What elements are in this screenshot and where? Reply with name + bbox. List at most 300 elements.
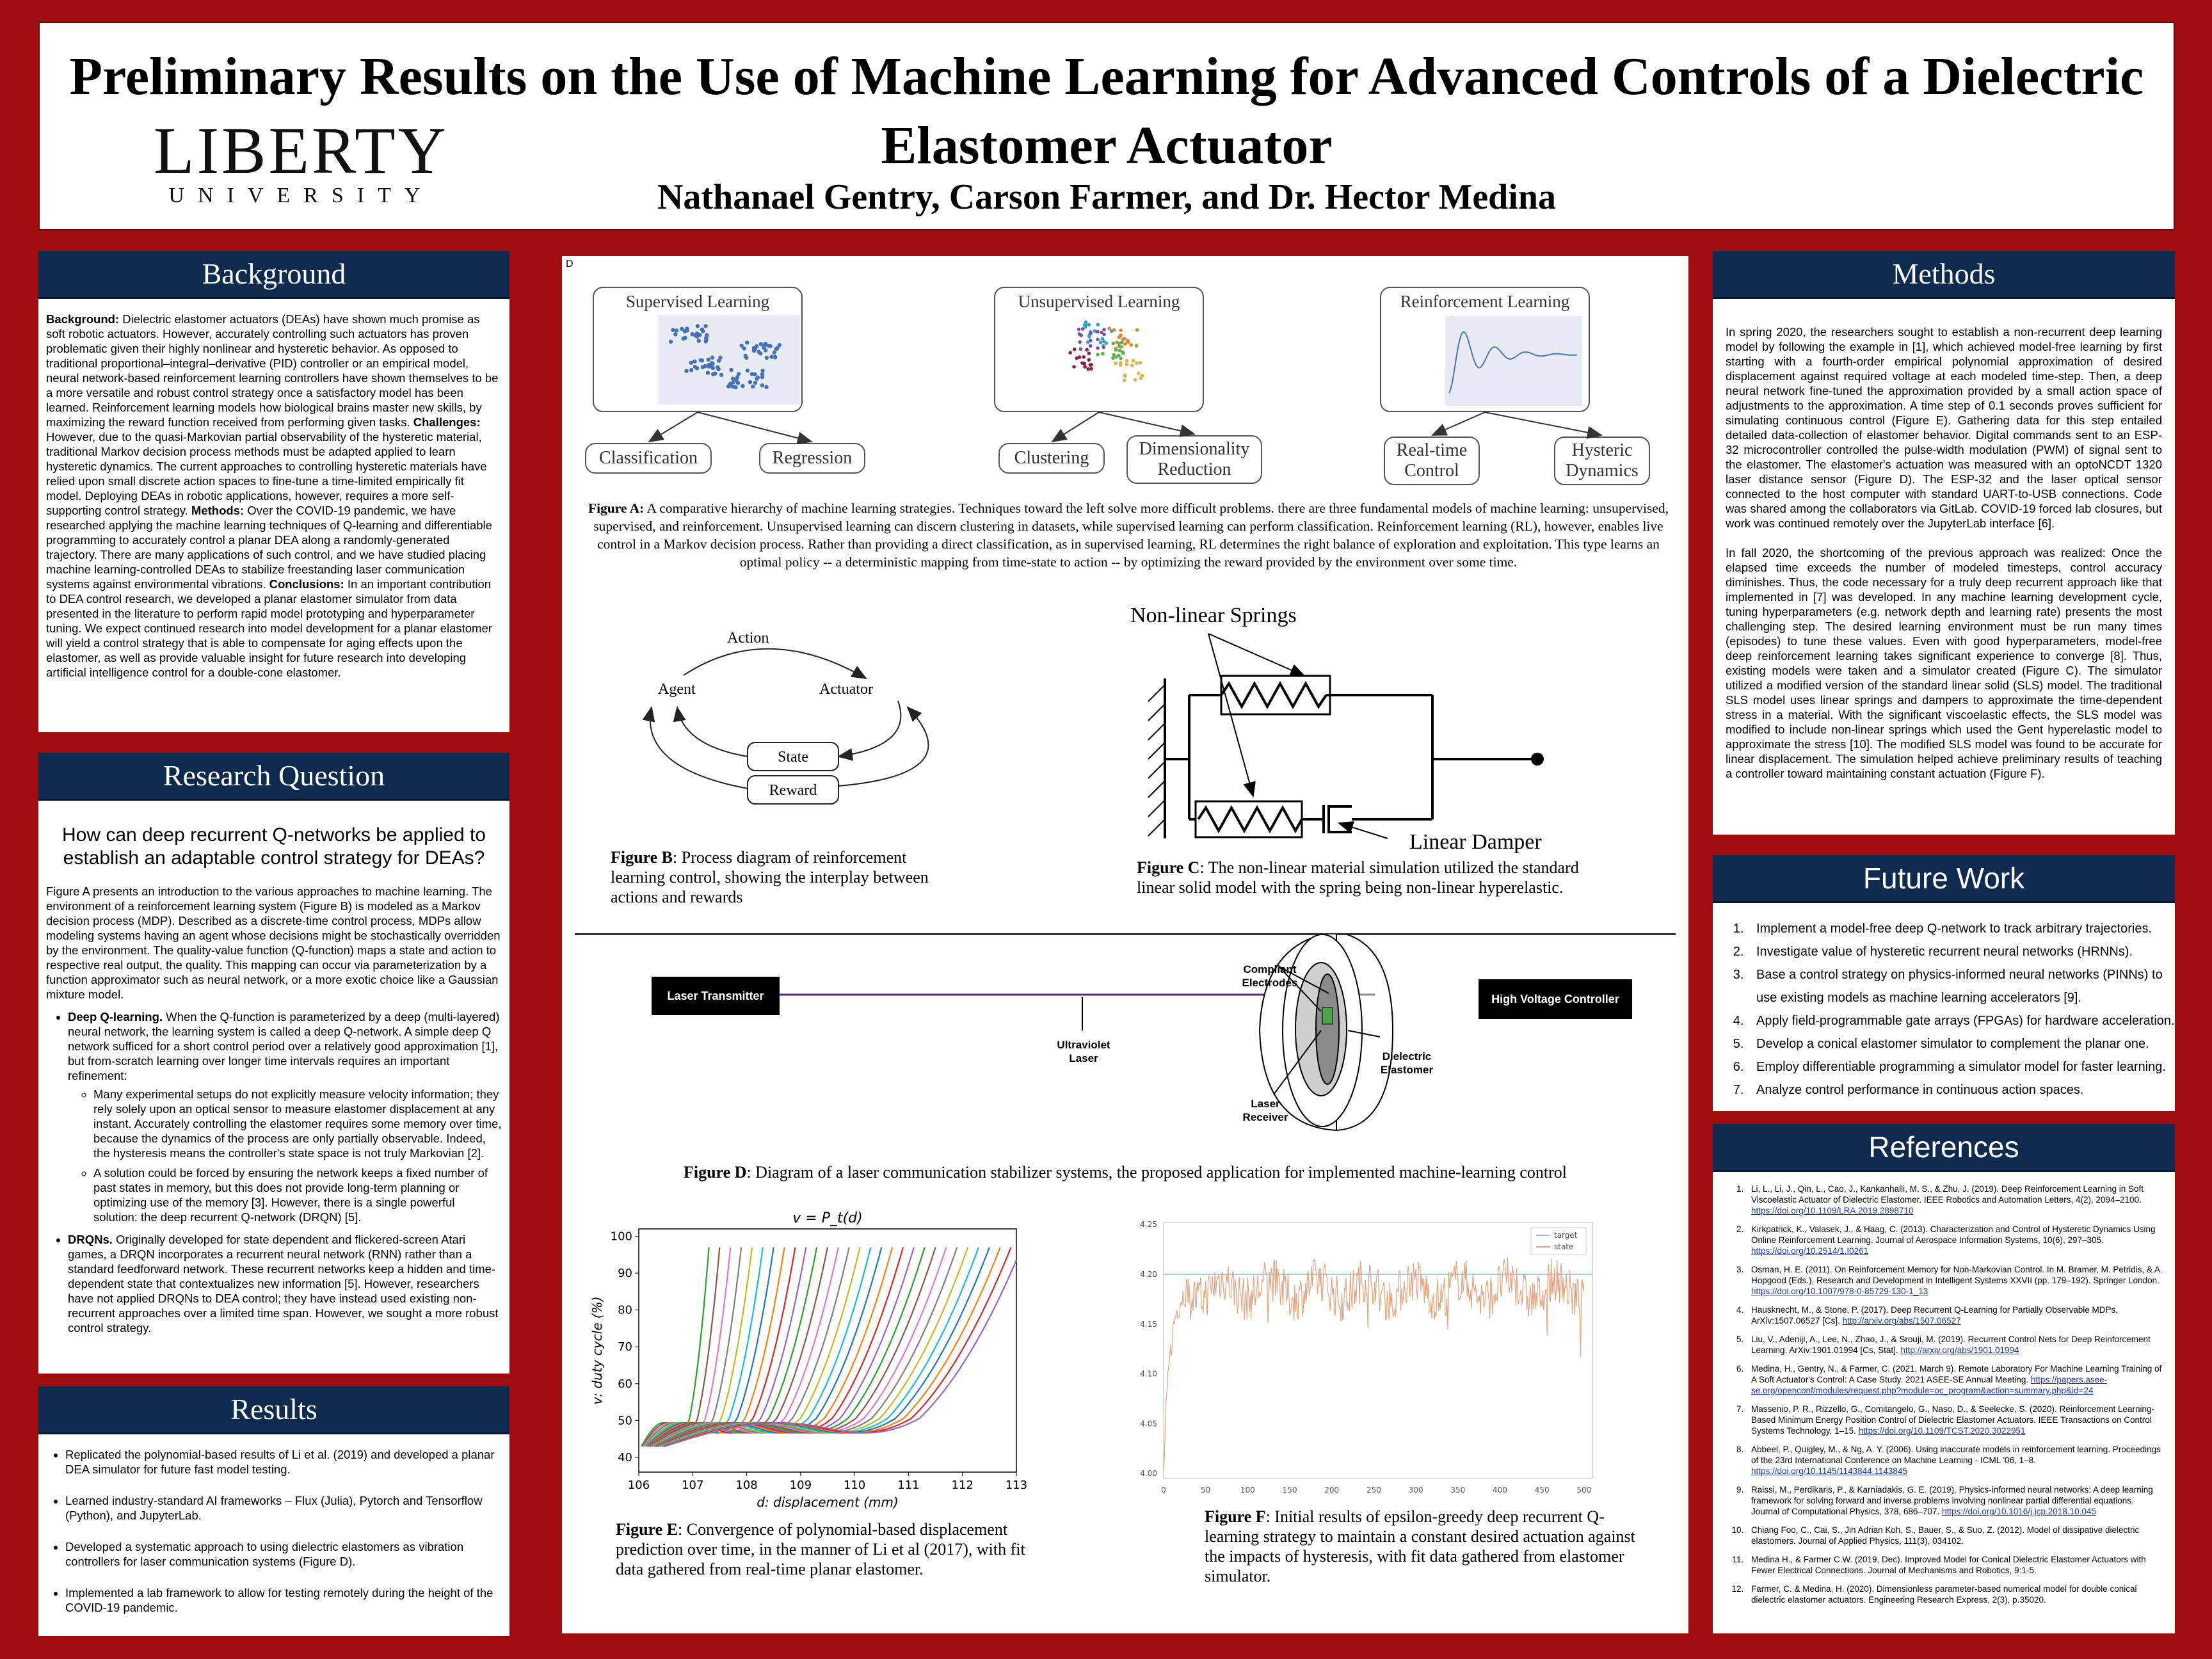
unsupervised-learning-box (994, 287, 1204, 412)
reinforcement-title: Reinforcement Learning (1400, 292, 1570, 311)
reference-link[interactable]: https://doi.org/10.1016/j.jcp.2018.10.045 (1941, 1507, 2096, 1516)
reference-text: Medina, H., Gentry, N., & Farmer, C. (2021, March 9). Remote Laboratory For Machine Learning Training of A Soft Actuator's Control: A Case Study. 2021 ASEE-SE Annual Meeting. (1751, 1364, 2162, 1384)
cluster-dot (1134, 378, 1137, 382)
fig-c-lead: Figure C (1137, 858, 1200, 877)
fig-d-text: : Diagram of a laser communication stabilizer systems, the proposed application for implemented machine-learning control (746, 1163, 1567, 1182)
scatter-dot (732, 380, 735, 384)
scatter-dot (693, 359, 696, 363)
scatter-dot (716, 367, 720, 371)
chart-e-xtick-label: 113 (1005, 1479, 1028, 1492)
scatter-dot (752, 346, 756, 350)
reference-item (1746, 1264, 2163, 1297)
cluster-dot (1121, 337, 1125, 341)
figure-f-chart (1112, 1210, 1663, 1517)
cluster-dot (1102, 328, 1106, 332)
cluster-dot (1089, 339, 1093, 342)
chart-e-xlabel: d: displacement (mm) (757, 1495, 899, 1510)
cluster-dot (1130, 364, 1134, 367)
chart-e-xtick-label: 107 (682, 1479, 704, 1492)
cluster-dot (1080, 361, 1084, 365)
reinforcement-response-image (1445, 316, 1582, 406)
fig-f-lead: Figure F (1205, 1507, 1266, 1526)
scatter-dot (719, 373, 723, 377)
reference-link[interactable]: http://arxiv.org/abs/1901.01994 (1900, 1345, 2019, 1355)
cluster-dot (1087, 358, 1091, 362)
future-work-item-5: 5. Develop a conical elastomer simulator to complement the planar one. (1747, 1032, 2175, 1055)
future-work-panel (1713, 855, 2175, 1111)
cluster-dot (1119, 328, 1123, 332)
bg-lead-conclusions: Conclusions: (269, 577, 344, 591)
references-heading: References (1713, 1124, 2175, 1172)
supervised-scatter-image (658, 315, 800, 405)
cluster-dot (1111, 342, 1115, 346)
reference-text: Medina H., & Farmer C.W. (2019, Dec). Improved Model for Conical Dielectric Elastomer Actuators with Fewer Electrical Connections. Journal of Mechanisms and Robotics, 9:1-5. (1751, 1555, 2146, 1575)
chart-f-ytick-label: 4.00 (1140, 1469, 1157, 1479)
chart-f-legend-state: state (1554, 1242, 1574, 1251)
bg-lead-challenges: Challenges: (413, 415, 481, 429)
scatter-dot (689, 361, 693, 365)
cluster-dot (1088, 363, 1092, 367)
results-item-2: • Learned industry-standard AI frameworks – Flux (Julia), Pytorch and Tensorflow (Python), and JupyterLab. (65, 1493, 502, 1523)
fig-b-actuator: Actuator (819, 681, 873, 698)
bg-lead-methods: Methods: (191, 504, 244, 517)
reference-item (1746, 1363, 2163, 1396)
supervised-learning-box (593, 287, 803, 412)
scatter-dot (705, 333, 709, 337)
methods-panel (1713, 251, 2175, 835)
cluster-dot (1084, 321, 1088, 325)
cluster-dot (1137, 371, 1141, 375)
results-panel (38, 1386, 509, 1636)
scatter-dot (693, 365, 697, 369)
research-question-body (38, 801, 509, 1349)
cluster-dot (1139, 361, 1142, 365)
scatter-dot (718, 356, 722, 360)
scatter-dot (768, 344, 772, 348)
chart-f-ytick-label: 4.05 (1140, 1419, 1157, 1429)
reference-item (1746, 1484, 2163, 1517)
reference-text: Osman, H. E. (2011). On Reinforcement Memory for Non-Markovian Control. In M. Bramer, M. Petridis, & A. Hopgood (Eds.), Research and Development in Intelligent Systems XXVII (pp. 179–192). Springer London. (1751, 1265, 2163, 1285)
scatter-dot (671, 328, 675, 332)
results-item-4: • Implemented a lab framework to allow for testing remotely during the height of the COVID-19 pandemic. (65, 1585, 502, 1615)
scatter-dot (707, 358, 710, 362)
fig-f-text: : Initial results of epsilon-greedy deep recurrent Q-learning strategy to maintain a constant desired actuation against the impacts of hysteresis, with fit data gathered from elastomer simulator. (1205, 1507, 1635, 1585)
reference-item (1746, 1554, 2163, 1576)
cluster-dot (1118, 349, 1121, 353)
scatter-dot (729, 368, 733, 372)
cluster-dot (1123, 379, 1126, 383)
cluster-dot (1068, 351, 1072, 355)
reference-link[interactable]: https://doi.org/10.2514/1.I0261 (1751, 1246, 1869, 1256)
reference-text: Abbeel, P., Quigley, M., & Ng, A. Y. (2006). Using inaccurate models in reinforcement learning. Proceedings of the 23rd International Conference on Machine Learning - ICML '06, 1–8. (1751, 1445, 2161, 1465)
methods-p1: In spring 2020, the researchers sought to establish a non-recurrent deep learning model by following the example in [1], which achieved model-free learning by first starting with a fourth-order empirical polynomial approximation of desired displacement against required voltage at each modeled time-step. Then, a deep neural network fine-tuned the approximation provided by a small action space of adjustments to the approximation. A time step of 0.1 seconds proves sufficient for simulating continuous control (Figure E). Gathering data for this step entailed detailed data-collection of elastomer behavior. Digital commands sent to an ESP-32 microcontroller controlled the pulse-width modulation (PWM) of signal sent to the elastomer. The elastomer's actuation was measured with an optoNCDT 1320 laser distance sensor (Figure D). The ESP-32 and the laser optical sensor connected to the host computer with standard UART-to-USB connections. Code was shared among the collaborators via GitLab. COVID-19 forced lab closures, but work was continued remotely over the JupyterLab interface [6]. (1726, 325, 2162, 530)
reference-text: Massenio, P. R., Rizzello, G., Comitangelo, G., Naso, D., & Seelecke, S. (2020). Reinforcement Learning-Based Minimum Energy Position Control of Dielectric Elastomer Actuators. IEEE Transactions on Control Systems Technology, 1–15. (1751, 1404, 2155, 1436)
logo-line1: LIBERTY (154, 114, 449, 188)
cluster-dot (1125, 363, 1129, 367)
figure-c-diagram (1112, 621, 1637, 864)
results-item-3: • Developed a systematic approach to using dielectric elastomers as vibration controllers for laser communication systems (Figure D). (65, 1539, 502, 1569)
reinforcement-learning-box (1380, 287, 1590, 412)
chart-e-title: v = P_t(d) (792, 1210, 863, 1226)
fig-d-receiver-label: Laser Receiver (1242, 1098, 1288, 1123)
chart-e-ytick-label: 50 (618, 1414, 632, 1428)
bg-text1: Dielectric elastomer actuators (DEAs) have shown much promise as soft robotic actuators. However, accurately controlling such actuators has proven problematic given their highly nonlinear and hysteretic behavior. As opposed to traditional proportional–integral–derivative (PID) controller or an empirical model, neural network-based reinforcement learning controllers have shown themselves to be a more versatile and robust control strategy once a satisfactory model has been learned. Reinforcement learning models how biological brains master new skills, by maximizing the reward function received from performing given tasks. (46, 312, 499, 429)
scatter-dot (765, 356, 769, 360)
results-item-1: • Replicated the polynomial-based results of Li et al. (2019) and developed a planar DEA simulator for future fast model testing. (65, 1447, 502, 1477)
cluster-dot (1101, 352, 1105, 356)
scatter-dot (701, 329, 705, 333)
rq-dql-text: When the Q-function is parameterized by a deep (multi-layered) neural network, the learning system is called a deep Q-network. A simple deep Q network sufficed for a short control period over a relatively good approximation [1], but from-scratch learning over longer time intervals requires an important refinement: (68, 1010, 500, 1082)
chart-e-ytick-label: 100 (610, 1230, 632, 1244)
reference-item (1746, 1334, 2163, 1356)
cluster-dot (1117, 354, 1121, 358)
fig-e-text: : Convergence of polynomial-based displacement prediction over time, in the manner of Li et al (2017), with fit data gathered from real-time planar elastomer. (616, 1520, 1025, 1578)
scatter-dot (707, 363, 710, 367)
cluster-dot (1119, 357, 1123, 360)
future-work-body (1713, 903, 2175, 1102)
chart-e-xtick-label: 108 (735, 1479, 758, 1492)
cluster-dot (1087, 351, 1091, 355)
fig-d-electrodes-label: Compliant Electrodes (1242, 963, 1298, 989)
reference-link[interactable]: https://doi.org/10.1109/TCST.2020.3022951 (1858, 1426, 2026, 1436)
future-work-item-3: 3. Base a control strategy on physics-informed neural networks (PINNs) to use existing models as machine learning accelerators [9]. (1747, 963, 2175, 1009)
cluster-dot (1096, 353, 1100, 357)
corner-label: D (566, 259, 573, 269)
chart-e-xtick-label: 110 (843, 1479, 866, 1492)
scatter-dot (760, 375, 764, 379)
cluster-dot (1135, 328, 1139, 332)
fig-d-lead: Figure D (684, 1163, 747, 1182)
references-panel (1713, 1124, 2175, 1633)
bg-text4: In an important contribution to DEA control research, we developed a planar elastomer simulator from data presented in the literature to perform rapid model prototyping and hyperparameter tuning. We expect continued research into model development for a planar elastomer will yield a control strategy that is able to compensate for aging effects upon the elastomer, as well as provide valuable insight for future research into developing artificial intelligence control for a double-cone elastomer. (46, 577, 492, 679)
future-work-heading: Future Work (1713, 855, 2175, 903)
bg-text2: However, due to the quasi-Markovian partial observability of the hysteretic material, traditional Markov decision process methods must be adapted applied to learn hysteretic dynamics. The current approaches to controlling hysteretic materials have relied upon small discrete action spaces to fine-tune a time-limited empirically fit model. Deploying DEAs in robotic applications, however, requires a more self-supporting control strategy. (46, 430, 487, 517)
scatter-dot (703, 324, 707, 328)
scatter-dot (684, 369, 688, 373)
cluster-dot (1101, 337, 1105, 341)
scatter-dot (710, 362, 714, 365)
scatter-dot (778, 343, 781, 347)
cluster-dot (1126, 341, 1130, 344)
bg-text3: Over the COVID-19 pandemic, we have researched applying the machine learning techniques of Q-learning and differentiable programming to accurately control a planar DEA along a randomly-generated trajectory. There are many applications of such control, and we have studied placing machine learning-controlled DEAs to stabilize freestanding laser communication systems against environmental vibrations. (46, 504, 492, 591)
chart-f-xtick-label: 100 (1240, 1486, 1255, 1495)
future-work-item-6: 6. Employ differentiable programming a simulator model for faster learning. (1747, 1055, 2175, 1078)
laser-transmitter-block: Laser Transmitter (652, 977, 780, 1015)
cluster-dot (1114, 348, 1118, 352)
background-body (38, 299, 509, 686)
reference-text: Liu, V., Adeniji, A., Lee, N., Zhao, J., & Srouji, M. (2019). Recurrent Control Nets for Deep Reinforcement Learning. ArXiv:1901.01994 [Cs, Stat]. (1751, 1334, 2151, 1355)
scatter-dot (730, 385, 734, 389)
fig-a-lead: Figure A: (588, 501, 645, 516)
clustering-box: Clustering (998, 443, 1105, 474)
cluster-dot (1099, 341, 1103, 344)
bg-lead-background: Background: (46, 312, 120, 326)
scatter-dot (689, 368, 693, 372)
reference-item (1746, 1224, 2163, 1256)
supervised-title: Supervised Learning (625, 292, 770, 311)
regression-box: Regression (759, 443, 865, 474)
cluster-dot (1132, 359, 1135, 363)
scatter-dot (696, 324, 700, 328)
reference-item (1746, 1404, 2163, 1436)
scatter-dot (751, 385, 755, 389)
reference-link[interactable]: http://arxiv.org/abs/1507.06527 (1842, 1316, 1961, 1326)
chart-e-xtick-label: 106 (627, 1479, 650, 1492)
reference-text: Chiang Foo, C., Cai, S., Jin Adrian Koh, S., Bauer, S., & Suo, Z. (2012). Model of dissipative dielectric elastomers. Journal of Applied Physics, 111(3), 034102. (1751, 1525, 2140, 1546)
fig-c-output-rod (1432, 746, 1560, 772)
figure-e-chart (588, 1210, 1048, 1530)
figure-f-caption (1205, 1507, 1640, 1586)
poster-header (38, 22, 2175, 230)
cluster-dot (1087, 323, 1091, 327)
cluster-dot (1112, 328, 1116, 332)
clustering-scatter-image (1053, 314, 1181, 410)
figures-panel (562, 256, 1688, 1633)
scatter-dot (748, 380, 752, 384)
scatter-dot (764, 385, 768, 389)
realtime-control-box: Real-time Control (1384, 437, 1480, 485)
chart-e-ylabel: v: duty cycle (%) (589, 1296, 605, 1405)
chart-e-xtick-label: 112 (951, 1479, 974, 1492)
reference-item (1746, 1444, 2163, 1477)
fig-c-damper-label: Linear Damper (1409, 830, 1542, 854)
cluster-dot (1077, 328, 1081, 332)
reference-text: Li, L., Li, J., Qin, L., Cao, J., Kankanhalli, M. S., & Zhu, J. (2019). Deep Reinforcement Learning in Soft Viscoelastic Actuator of Dielectric Elastomer. IEEE Robotics and Automation Letters, 4(2), 2094–2100. (1751, 1184, 2144, 1205)
figure-e-caption (616, 1519, 1025, 1579)
chart-f-ytick-label: 4.10 (1140, 1369, 1157, 1379)
chart-f-xtick-label: 0 (1161, 1486, 1166, 1495)
chart-f-ytick-label: 4.15 (1140, 1319, 1157, 1329)
cluster-dot (1096, 346, 1100, 350)
fig-b-reward: Reward (769, 782, 817, 799)
rq-intro: Figure A presents an introduction to the various approaches to machine learning. The environment of a reinforcement learning system (Figure B) is modeled as a Markov decision process (MDP). Described as a discrete-time control process, MDPs allow modeling systems having an agent whose decisions might be stochastically overridden by the environment. The quality-value function (Q-function) maps a state and action to respective real output, the quality. This mapping can occur via parameterization by a function approximator such as neural network, or a more exotic choice like a Gaussian mixture model. (46, 885, 501, 1001)
chart-f-xtick-label: 250 (1366, 1486, 1381, 1495)
cluster-dot (1123, 374, 1127, 378)
figure-d-caption (562, 1162, 1688, 1182)
cluster-dot (1078, 355, 1082, 359)
scatter-dot (760, 369, 764, 373)
fig-b-agent: Agent (658, 681, 696, 698)
cluster-dot (1102, 333, 1106, 337)
cluster-dot (1096, 338, 1100, 342)
methods-heading: Methods (1713, 251, 2175, 299)
background-panel (38, 251, 509, 732)
cluster-dot (1089, 332, 1093, 335)
poster-title: Preliminary Results on the Use of Machine Learning for Advanced Controls of a Dielectric Elastomer Actuator (69, 47, 2144, 175)
reference-text: Raissi, M., Perdikaris, P., & Karniadakis, G. E. (2019). Physics-informed neural networks: A deep learning framework for solving forward and inverse problems involving nonlinear partial differential equations. Journal of Computational Physics, 378, 686–707. (1751, 1485, 2153, 1516)
reference-item (1746, 1183, 2163, 1216)
cluster-dot (1096, 330, 1100, 333)
fig-b-lead: Figure B (611, 848, 673, 867)
scatter-dot (757, 349, 760, 353)
cluster-dot (1085, 348, 1089, 352)
cluster-dot (1112, 353, 1116, 357)
scatter-dot (713, 371, 717, 375)
cluster-dot (1105, 341, 1109, 345)
rq-sub1: ◦ Many experimental setups do not explicitly measure velocity information; they rely solely upon an optical sensor to measure elastomer displacement at any instant. Accurately controlling the elastomer requires some memory over time, because the dynamics of the process are only partially observable. Indeed, the hysteresis means the controller's state space is not truly Markovian [2]. (93, 1087, 502, 1160)
cluster-dot (1114, 362, 1118, 365)
scatter-dot (675, 328, 678, 332)
chart-f-xtick-label: 350 (1450, 1486, 1466, 1495)
rq-bullet-drqn (68, 1232, 502, 1335)
scatter-dot (764, 342, 767, 346)
cluster-dot (1107, 326, 1111, 330)
unsupervised-title: Unsupervised Learning (1018, 292, 1180, 311)
references-body (1713, 1172, 2175, 1605)
scatter-dot (773, 355, 777, 359)
reference-link[interactable]: https://doi.org/10.1007/978-0-85729-130-1_13 (1751, 1286, 1928, 1296)
scatter-dot (744, 356, 748, 360)
chart-e-ytick-label: 40 (618, 1450, 632, 1464)
fig-b-action: Action (727, 630, 769, 646)
rq-drqn-lead: DRQNs. (68, 1233, 113, 1246)
chart-f-xtick-label: 450 (1534, 1486, 1550, 1495)
scatter-dot (736, 381, 740, 385)
scatter-dot (706, 371, 710, 374)
background-heading: Background (38, 251, 509, 299)
chart-f-xtick-label: 300 (1408, 1486, 1423, 1495)
cluster-dot (1141, 374, 1144, 378)
methods-body (1713, 299, 2175, 795)
cluster-dot (1125, 359, 1129, 363)
cluster-dot (1089, 367, 1093, 371)
cluster-dot (1102, 346, 1106, 349)
chart-e-ytick-label: 70 (618, 1340, 632, 1354)
figure-b-caption (611, 847, 956, 907)
cluster-dot (1082, 355, 1086, 359)
scatter-dot (739, 344, 743, 348)
fig-c-text: : The non-linear material simulation utilized the standard linear solid model with the spring being non-linear hyperelastic. (1137, 858, 1579, 897)
chart-f-xtick-label: 500 (1576, 1486, 1592, 1495)
chart-f-xtick-label: 150 (1282, 1486, 1297, 1495)
chart-f-legend-target: target (1554, 1231, 1578, 1240)
reference-text: Hausknecht, M., & Stone, P. (2017). Deep Recurrent Q-Learning for Partially Observable MDPs. ArXiv:1507.06527 [Cs]. (1751, 1305, 2119, 1326)
reference-link[interactable]: https://papers.asee-se.org/openconf/modules/request.php?module=oc_program&action=summary.php&id=24 (1751, 1375, 2108, 1395)
future-work-item-2: 2. Investigate value of hysteretic recurrent neural networks (HRNNs). (1747, 940, 2175, 963)
scatter-dot (669, 340, 673, 344)
scatter-dot (703, 364, 707, 368)
chart-e-xtick-label: 109 (789, 1479, 812, 1492)
scatter-dot (683, 329, 687, 333)
scatter-dot (745, 341, 749, 344)
scatter-dot (735, 375, 739, 379)
cluster-dot (1083, 365, 1087, 369)
cluster-dot (1096, 323, 1100, 326)
figure-c-caption (1137, 858, 1585, 897)
research-question-text: How can deep recurrent Q-networks be applied to establish an adaptable control strategy for DEAs? (61, 824, 486, 869)
fig-a-text: A comparative hierarchy of machine learning strategies. Techniques toward the left solve more difficult problems. there are three fundamental models of machine learning: unsupervised, supervised, and reinforcement. Unsupervised learning can discern clustering in datasets, while supervised learning can perform classification. Reinforcement learning (RL), however, enables live control in a Markov decision process. Rather than providing a direct classification, as in supervised learning, RL determines the right balance of exploration and exploitation. This type learns an optimal policy -- a deterministic mapping from time-state to action -- by optimizing the reward provided by the environment over some time. (593, 501, 1669, 570)
scatter-dot (697, 339, 701, 342)
chart-f-ytick-label: 4.20 (1140, 1269, 1157, 1279)
cluster-dot (1072, 365, 1076, 369)
chart-f-xtick-label: 50 (1201, 1486, 1211, 1495)
scatter-dot (683, 336, 687, 340)
reference-text: Kirkpatrick, K., Valasek, J., & Haag, C. (2013). Characterization and Control of Hysteretic Dynamics Using Online Reinforcement Learning. Journal of Aerospace Information Systems, 10(6), 297–305. (1751, 1224, 2156, 1245)
scatter-dot (699, 358, 703, 362)
research-question-heading: Research Question (38, 753, 509, 801)
cluster-dot (1081, 327, 1085, 331)
scatter-dot (773, 351, 776, 355)
future-work-item-1: 1. Implement a model-free deep Q-network to track arbitrary trajectories. (1747, 917, 2175, 940)
reference-link[interactable]: https://doi.org/10.1145/1143844.1143845 (1751, 1466, 1907, 1476)
chart-e-xtick-label: 111 (897, 1479, 920, 1492)
logo-line2: UNIVERSITY (168, 184, 434, 207)
chart-f-xtick-label: 400 (1493, 1486, 1507, 1495)
cluster-dot (1111, 357, 1115, 360)
scatter-dot (690, 332, 694, 336)
reference-text: Farmer, C. & Medina, H. (2020). Dimensionless parameter-based numerical model for double conical dielectric elastomer actuators. Engineering Research Express, 2(3), p.35020. (1751, 1584, 2137, 1605)
classification-box: Classification (585, 443, 712, 474)
results-body (38, 1434, 509, 1629)
methods-p2: In fall 2020, the shortcoming of the previous approach was realized: Once the elapsed time exceeds the number of modeled timesteps, control accuracy diminishes. Thus, the code necessary for a truly deep recurrent approach like that implemented in [7] was developed. In any machine learning development cycle, tuning hyperparameters (e.g. network depth and learning rate) presents the most challenging step. The desired learning environment must be run many times (episodes) to tune these values. Even with good hyperparameters, model-free deep reinforcement learning takes significant experience to converge [8]. Thus, existing models were taken and a simulator created (Figure C). The simulator utilized a modified version of the standard linear solid (SLS) model. The traditional SLS model uses linear springs and dampers to approximate the time-dependent stress in a material. With the significant viscoelastic effects, the SLS model was modified to include non-linear springs which used the Gent hyperelastic model to approximate the stress [10]. The modified SLS model was found to be accurate for linear displacement. The simulation helped achieve preliminary results of teaching a controller toward maintaining constant actuation (Figure F). (1726, 546, 2162, 780)
cluster-dot (1118, 335, 1121, 339)
chart-f-ytick-label: 4.25 (1140, 1220, 1157, 1230)
cluster-dot (1073, 348, 1077, 351)
cluster-dot (1129, 343, 1133, 347)
cluster-dot (1086, 367, 1090, 371)
cluster-dot (1078, 341, 1082, 344)
poster-authors: Nathanael Gentry, Carson Farmer, and Dr. Hector Medina (657, 177, 1557, 217)
scatter-dot (711, 366, 715, 370)
chart-f-axes-frame (1164, 1222, 1592, 1479)
scatter-dot (759, 342, 763, 346)
fig-b-text: : Process diagram of reinforcement learning control, showing the interplay between actions and rewards (611, 848, 929, 906)
reference-item (1746, 1583, 2163, 1605)
scatter-dot (704, 339, 708, 343)
scatter-dot (710, 356, 714, 360)
chart-f-xtick-label: 200 (1324, 1486, 1340, 1495)
reference-link[interactable]: https://doi.org/10.1109/LRA.2019.2898710 (1751, 1206, 1914, 1215)
cluster-dot (1079, 333, 1083, 337)
rq-sub2: ◦ A solution could be forced by ensuring the network keeps a fixed number of past states in memory, but this does not provide long-term planning or optimizing use of the memory [3]. However, there is a single powerful solution: the deep recurrent Q-network (DRQN) [5]. (93, 1166, 502, 1224)
scatter-dot (746, 369, 749, 373)
fig-d-elastomer-label: Dielectric Elastomer (1380, 1050, 1434, 1076)
scatter-dot (753, 381, 757, 385)
fig-e-lead: Figure E (616, 1520, 678, 1539)
scatter-dot (760, 383, 764, 387)
future-work-item-7: 7. Analyze control performance in continuous action spaces. (1747, 1078, 2175, 1102)
cluster-dot (1118, 342, 1121, 346)
reference-item (1746, 1304, 2163, 1326)
dimensionality-reduction-box: Dimensionality Reduction (1126, 435, 1262, 484)
scatter-dot (762, 346, 765, 349)
future-work-item-4: 4. Apply field-programmable gate arrays (FPGAs) for hardware acceleration. (1747, 1009, 2175, 1032)
chart-e-ytick-label: 60 (618, 1377, 632, 1391)
fig-b-state: State (778, 749, 808, 765)
scatter-dot (741, 384, 744, 388)
cluster-dot (1119, 361, 1123, 365)
reference-item (1746, 1525, 2163, 1546)
high-voltage-controller-block: High Voltage Controller (1479, 979, 1632, 1019)
cluster-dot (1089, 344, 1093, 348)
chart-e-ytick-label: 80 (618, 1303, 632, 1317)
research-question-panel (38, 753, 509, 1374)
scatter-dot (673, 332, 677, 336)
rq-dql-lead: Deep Q-learning. (68, 1010, 163, 1023)
hysteric-dynamics-box: Hysteric Dynamics (1554, 437, 1650, 485)
fig-c-springs-label: Non-linear Springs (1130, 604, 1297, 627)
results-heading: Results (38, 1386, 509, 1434)
fig-d-uv-label: Ultraviolet Laser (1057, 1039, 1110, 1064)
cluster-dot (1135, 362, 1139, 365)
rq-drqn-text: Originally developed for state dependent and flickered-screen Atari games, a DRQN incorporates a recurrent neural network (RNN) rather than a standard feedforward network. These recurrent networks keep a hidden and time-dependent state that contextualizes new information [5]. However, researchers have not applied DRQNs to DEA control; they have instead used existing non-recurrent approaches over a limited time span. However, we sought a more robust control strategy. (68, 1233, 499, 1334)
cluster-dot (1079, 347, 1083, 351)
rq-bullet-dql (68, 1009, 502, 1224)
scatter-dot (753, 372, 757, 376)
figure-a-caption (588, 499, 1669, 571)
scatter-dot (756, 376, 760, 380)
cluster-dot (1135, 344, 1139, 348)
